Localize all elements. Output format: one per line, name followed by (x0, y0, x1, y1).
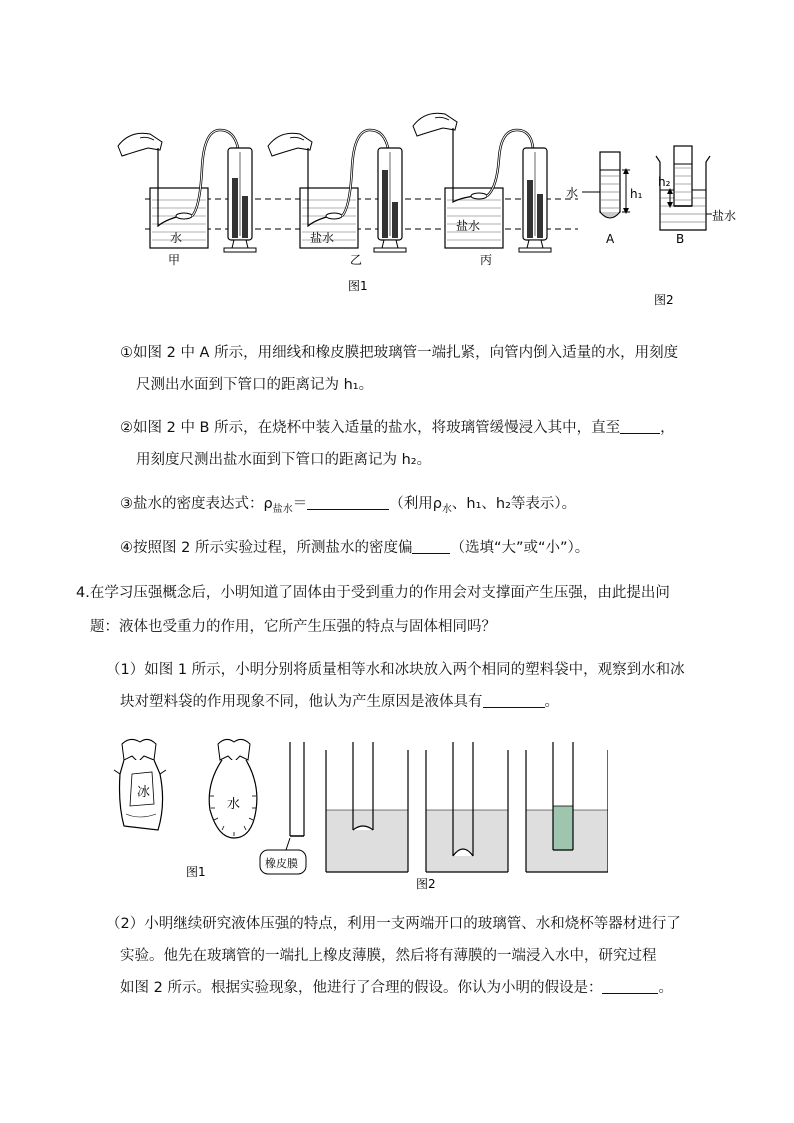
step-3-text-c: （利用ρ (389, 496, 442, 512)
step-3-line (120, 494, 576, 520)
step-2-text-1b: ， (660, 420, 675, 436)
step-3-sub2: 水 (441, 503, 452, 515)
bag-water-label: 水 (227, 797, 241, 812)
figure-tubes-experiment (256, 742, 608, 892)
step-3-text-a: ③盐水的密度表达式：ρ (120, 496, 273, 512)
membrane-label: 橡皮膜 (265, 857, 298, 870)
step-4-text-b: （选填“大”或“小”）。 (450, 540, 590, 556)
q4-p1-end: 。 (544, 694, 559, 710)
q4-p1-line-2 (120, 692, 559, 712)
liquid-b: 盐水 (310, 231, 335, 245)
label-c: 丙 (480, 253, 493, 267)
b-label: B (676, 232, 685, 246)
tube-alone (260, 742, 306, 874)
beaker-1 (326, 742, 408, 872)
figure-1-svg (110, 108, 580, 298)
answer-blank-2[interactable] (307, 495, 389, 510)
step-1-line-1 (120, 343, 678, 363)
unit-b (268, 130, 406, 252)
step-4-text-a: ④按照图 2 所示实验过程，所测盐水的密度偏 (120, 540, 413, 556)
beaker-2 (426, 742, 508, 872)
water-label: 水 (566, 186, 579, 200)
figure-2-caption: 图2 (654, 293, 674, 307)
step-2-text-1a: ②如图 2 中 B 所示，在烧杯中装入适量的盐水，将玻璃管缓慢浸入其中，直至 (120, 420, 621, 436)
q4-p2-line-1 (106, 914, 681, 934)
a-label: A (606, 232, 615, 246)
q4-line-2 (90, 617, 496, 637)
step-3-text-d: 、h₁、h₂等表示）。 (451, 496, 577, 512)
unit-c (413, 113, 551, 252)
answer-blank-3[interactable] (412, 539, 450, 554)
figure-bags (110, 734, 270, 884)
step-1-text-1: ①如图 2 中 A 所示，用细线和橡皮膜把玻璃管一端扎紧，向管内倒入适量的水，用刻度 (120, 345, 679, 361)
unit-a (118, 130, 256, 252)
q4-p1-text-2: 块对塑料袋的作用现象不同，他认为产生原因是液体具有 (120, 694, 483, 710)
step-2-line-2 (136, 450, 431, 470)
step-3-text-b: ＝ (292, 496, 308, 512)
answer-blank-4[interactable] (483, 693, 545, 708)
step-1-text-2: 尺测出水面到下管口的距离记为 h₁。 (136, 377, 374, 393)
step-3-sub: 盐水 (272, 503, 293, 515)
step-2-line-1 (120, 418, 675, 438)
q4-text-2: 题：液体也受重力的作用，它所产生压强的特点与固体相同吗？ (90, 619, 496, 635)
beaker-3 (526, 742, 608, 872)
liquid-a: 水 (170, 231, 183, 245)
q4-p1-line-1 (106, 660, 685, 680)
step-2-text-2: 用刻度尺测出盐水面到下管口的距离记为 h₂。 (136, 452, 432, 468)
figure-2-svg (560, 140, 780, 315)
h2-label: h₂ (658, 175, 671, 189)
figure-tubes-caption: 图2 (416, 877, 436, 891)
q4-text-1: 4.在学习压强概念后，小明知道了固体由于受到重力的作用会对支撑面产生压强，由此提出问 (76, 585, 670, 601)
q4-p2-end: 。 (658, 980, 673, 996)
q4-p2-line-3 (120, 978, 673, 998)
q4-p1-text-1: （1）如图 1 所示，小明分别将质量相等水和冰块放入两个相同的塑料袋中，观察到水和冰 (106, 662, 685, 678)
q4-p2-text-2: 实验。他先在玻璃管的一端扎上橡皮薄膜，然后将有薄膜的一端浸入水中，研究过程 (120, 948, 657, 964)
figure-2-tubes (560, 140, 780, 315)
q4-p2-text-1: （2）小明继续研究液体压强的特点，利用一支两端开口的玻璃管、水和烧杯等器材进行了 (106, 916, 681, 932)
figure-tubes-svg (256, 742, 608, 892)
q4-p2-line-2 (120, 946, 657, 966)
figure-1-pressure-gauge (110, 108, 580, 298)
label-a: 甲 (168, 253, 181, 267)
bag-ice-label: 冰 (137, 785, 151, 800)
saltwater-label: 盐水 (712, 209, 737, 223)
h1-label: h₁ (630, 187, 643, 201)
answer-blank-1[interactable] (620, 419, 660, 434)
liquid-c: 盐水 (456, 219, 481, 233)
figure-1-caption: 图1 (348, 279, 368, 293)
label-b: 乙 (350, 253, 363, 267)
tube-a (582, 152, 630, 218)
bag-water (209, 739, 257, 838)
figure-bags-caption: 图1 (186, 865, 206, 879)
step-4-line (120, 538, 589, 558)
figure-bags-svg (110, 734, 270, 884)
step-1-line-2 (136, 375, 373, 395)
answer-blank-5[interactable] (602, 979, 658, 994)
q4-p2-text-3: 如图 2 所示。根据实验现象，他进行了合理的假设。你认为小明的假设是： (120, 980, 603, 996)
q4-line-1 (76, 583, 670, 603)
